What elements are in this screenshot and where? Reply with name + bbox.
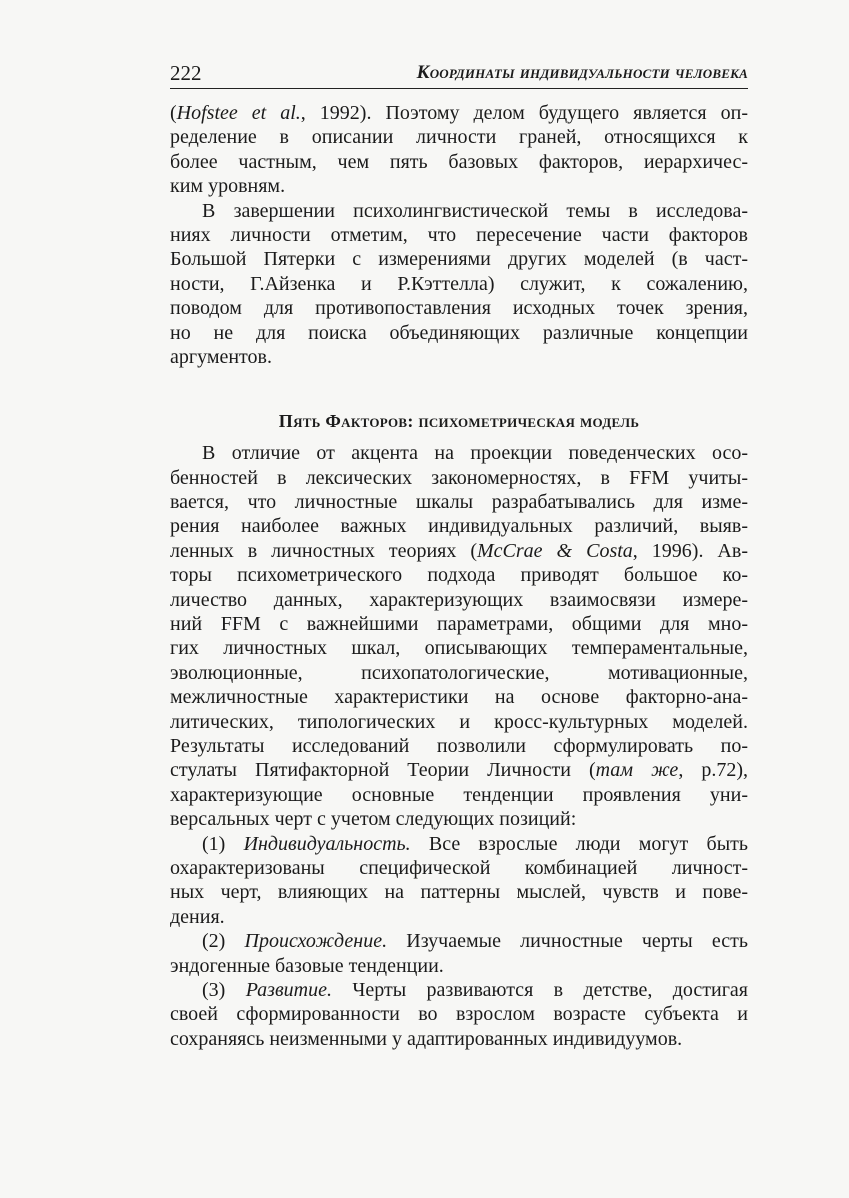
text-line [170,685,748,709]
italic-text: Происхождение. [244,930,388,953]
text-run: ленных в личностных теориях ( [170,539,478,562]
text-run: вается, что личностные шкалы разрабатывались для изме- [170,491,748,514]
italic-text: McCrae & Costa [477,539,633,562]
paragraph [170,199,748,370]
text-line [170,661,748,685]
text-run: сохраняясь неизменными у адаптированных индивидуумов. [170,1027,683,1050]
text-run: ределение в описании личности граней, относящихся к [170,126,748,149]
text-line [170,954,748,978]
intro-paragraphs [170,101,748,369]
text-line [170,734,748,758]
italic-text: Развитие. [245,978,332,1001]
text-line [170,441,748,465]
text-run: версальных черт с учетом следующих позиций: [170,808,577,831]
text-run: ний FFM с важнейшими параметрами, общими для мно- [170,613,748,636]
text-run: охарактеризованы специфической комбинацией личност- [170,856,748,879]
text-run: ных черт, влияющих на паттерны мыслей, чувств и пове- [170,881,748,904]
text-line [170,199,748,223]
text-run: эндогенные базовые тенденции. [170,954,444,977]
text-line [170,880,748,904]
text-line [170,636,748,660]
text-line [170,832,748,856]
text-line [170,247,748,271]
text-run: ким уровням. [170,175,286,198]
body-text [170,101,748,1051]
text-run: , р.72), [678,759,748,782]
section-paragraphs [170,441,748,1051]
text-run: эволюционные, психопатологические, мотивационные, [170,661,748,684]
text-run: Результаты исследований позволили сформулировать по- [170,734,748,757]
text-line [170,807,748,831]
italic-text: Hofstee et al. [176,102,301,124]
italic-text: там же [595,759,679,782]
text-line [170,101,748,125]
text-line [170,905,748,929]
text-run: аргументов. [170,345,272,368]
text-line [170,296,748,320]
text-run: , 1996). Ав- [632,539,748,562]
text-run: Все взрослые люди могут быть [410,832,748,855]
text-run: ниях личности отметим, что пересечение части факторов [170,223,748,246]
running-title: Координаты индивидуальности человека [416,62,748,83]
text-line [170,710,748,734]
paragraph [170,101,748,199]
text-line [170,856,748,880]
text-run: литических, типологических и кросс-культурных моделей. [170,710,748,733]
text-run: (3) [202,978,246,1001]
italic-text: Индивидуальность. [243,832,411,855]
paragraph [170,441,748,831]
text-run: ( [170,102,177,124]
text-line [170,150,748,174]
text-run: характеризующие основные тенденции проявления уни- [170,783,748,806]
text-line [170,1027,748,1051]
text-line [170,539,748,563]
text-run: стулаты Пятифакторной Теории Личности ( [170,759,596,782]
text-line [170,929,748,953]
text-line [170,758,748,782]
text-line [170,490,748,514]
text-line [170,612,748,636]
text-run: В завершении психолингвистической темы в исследова- [202,199,748,222]
text-line [170,466,748,490]
page-number: 222 [170,61,202,85]
text-run: бенностей в лексических закономерностях, в FFM учиты- [170,466,748,489]
paragraph [170,832,748,930]
text-line [170,978,748,1002]
text-run: межличностные характеристики на основе факторно-ана- [170,686,748,709]
text-run: более частным, чем пять базовых факторов, иерархичес- [170,150,748,173]
text-line [170,1002,748,1026]
text-run: личество данных, характеризующих взаимосвязи измере- [170,588,748,611]
paragraph [170,978,748,1051]
text-line [170,321,748,345]
text-line [170,563,748,587]
text-line [170,223,748,247]
paragraph [170,929,748,978]
text-run: своей сформированности во взрослом возрасте субъекта и [170,1003,748,1026]
text-run: гих личностных шкал, описывающих темпераментальные, [170,637,748,660]
text-run: но не для поиска объединяющих различные концепции [170,321,748,344]
text-run: дения. [170,905,225,928]
text-run: рения наиболее важных индивидуальных различий, выяв- [170,515,748,538]
text-run: В отличие от акцента на проекции поведенческих осо- [202,442,748,465]
text-run: торы психометрического подхода приводят большое ко- [170,564,748,587]
text-line [170,588,748,612]
header-rule [170,88,748,89]
text-line [170,174,748,198]
text-line [170,783,748,807]
text-run: поводом для противопоставления исходных точек зрения, [170,297,748,320]
text-run: Изучаемые личностные черты есть [387,930,749,953]
text-run: Черты развиваются в детстве, достигая [331,978,748,1001]
text-line [170,125,748,149]
text-run: ности, Г.Айзенка и Р.Кэттелла) служит, к сожалению, [170,272,748,295]
text-line [170,345,748,369]
text-run: Большой Пятерки с измерениями других моделей (в част- [170,248,748,271]
text-run: , 1992). Поэтому делом будущего является оп- [300,102,748,124]
text-run: (1) [202,832,244,855]
text-line [170,514,748,538]
running-header [170,60,748,86]
section-heading: Пять Факторов: психометрическая модель [278,411,640,432]
text-run: (2) [202,930,245,953]
text-line [170,272,748,296]
